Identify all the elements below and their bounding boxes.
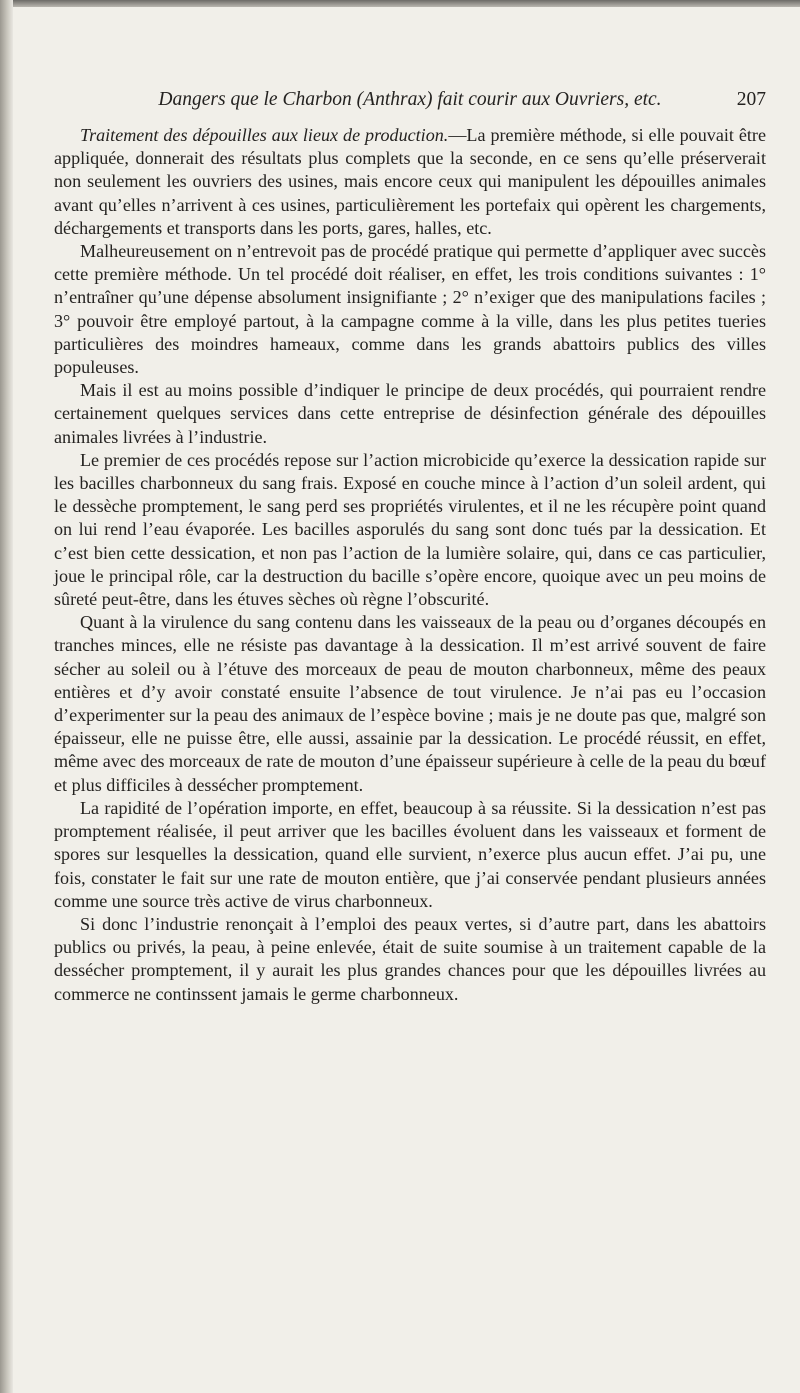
scan-top-band bbox=[0, 0, 800, 7]
running-header bbox=[54, 82, 766, 118]
running-title: Dangers que le Charbon (Anthrax) fait courir aux Ouvriers, etc. bbox=[158, 89, 662, 110]
paragraph: Malheureusement on n’entrevoit pas de procédé pratique qui permette d’appliquer avec succès cette première méthode. Un tel procédé doit réaliser, en effet, les trois conditions suivantes : 1° n’entraîner qu’une dépense absolument insignifiante ; 2° n’exiger que des manipulations faciles ; 3° pouvoir être employé partout, à la campagne comme à la ville, dans les plus petites tueries particulières des moindres hameaux, comme dans les grands abattoirs publics des villes populeuses. bbox=[54, 241, 766, 378]
body-text bbox=[54, 124, 766, 1006]
paragraph bbox=[54, 124, 766, 240]
book-page bbox=[54, 82, 766, 1006]
section-title: Traitement des dépouilles aux lieux de production. bbox=[80, 125, 449, 145]
paragraph: La rapidité de l’opération importe, en effet, beaucoup à sa réussite. Si la dessication n’est pas promptement réalisée, il peut arriver que les bacilles évoluent dans les vaisseaux et forment de spores sur lesquelles la dessication, quand elle survient, n’exerce plus aucun effet. J’ai pu, une fois, constater le fait sur une rate de mouton entière, que j’ai conservée pendant plusieurs années comme une source très active de virus charbonneux. bbox=[54, 797, 766, 911]
page-number: 207 bbox=[736, 89, 766, 110]
paragraph: Si donc l’industrie renonçait à l’emploi des peaux vertes, si d’autre part, dans les abattoirs publics ou privés, la peau, à peine enlevée, était de suite soumise à un traitement capable de la dessécher promptement, il y aurait les plus grandes chances pour que les dépouilles livrées au commerce ne continssent jamais le germe charbonneux. bbox=[54, 913, 766, 1004]
paragraph: Mais il est au moins possible d’indiquer le principe de deux procédés, qui pourraient rendre certainement quelques services dans cette entreprise de désinfection générale des dépouilles animales livrées à l’industrie. bbox=[54, 380, 766, 447]
scan-left-edge bbox=[0, 0, 13, 1393]
paragraph: Quant à la virulence du sang contenu dans les vaisseaux de la peau ou d’organes découpés en tranches minces, elle ne résiste pas davantage à la dessication. Il m’est arrivé souvent de faire sécher au soleil ou à l’étuve des morceaux de peau de mouton charbonneux, même des peaux entières et d’y avoir constaté ensuite l’absence de tout virulence. Je n’ai pas eu l’occasion d’experimenter sur la peau des animaux de l’espèce bovine ; mais je ne doute pas que, malgré son épaisseur, elle ne puisse être, elle aussi, assainie par la dessication. Le procédé réussit, en effet, même avec des morceaux de rate de mouton d’une épaisseur supérieure à celle de la peau du bœuf et plus difficiles à dessécher promptement. bbox=[54, 612, 766, 795]
paragraph-text: —La première méthode, si elle pouvait être appliquée, donnerait des résultats plus complets que la seconde, en ce sens qu’elle préserverait non seulement les ouvriers des usines, mais encore ceux qui manipulent les dépouilles animales avant qu’elles n’arrivent à ces usines, particulièrement les portefaix qui opèrent les chargements, déchargements et transports dans les ports, gares, halles, etc. bbox=[54, 125, 766, 238]
paragraph: Le premier de ces procédés repose sur l’action microbicide qu’exerce la dessication rapide sur les bacilles charbonneux du sang frais. Exposé en couche mince à l’action d’un soleil ardent, qui le dessèche promptement, le sang perd ses propriétés virulentes, et il ne les récupère point quand on lui rend l’eau évaporée. Les bacilles asporulés du sang sont donc tués par la dessication. Et c’est bien cette dessication, et non pas l’action de la lumière solaire, qui, dans ce cas particulier, joue le principal rôle, car la destruction du bacille s’opère encore, quoique avec un peu moins de sûreté peut-être, dans les étuves sèches où règne l’obscurité. bbox=[54, 449, 766, 610]
